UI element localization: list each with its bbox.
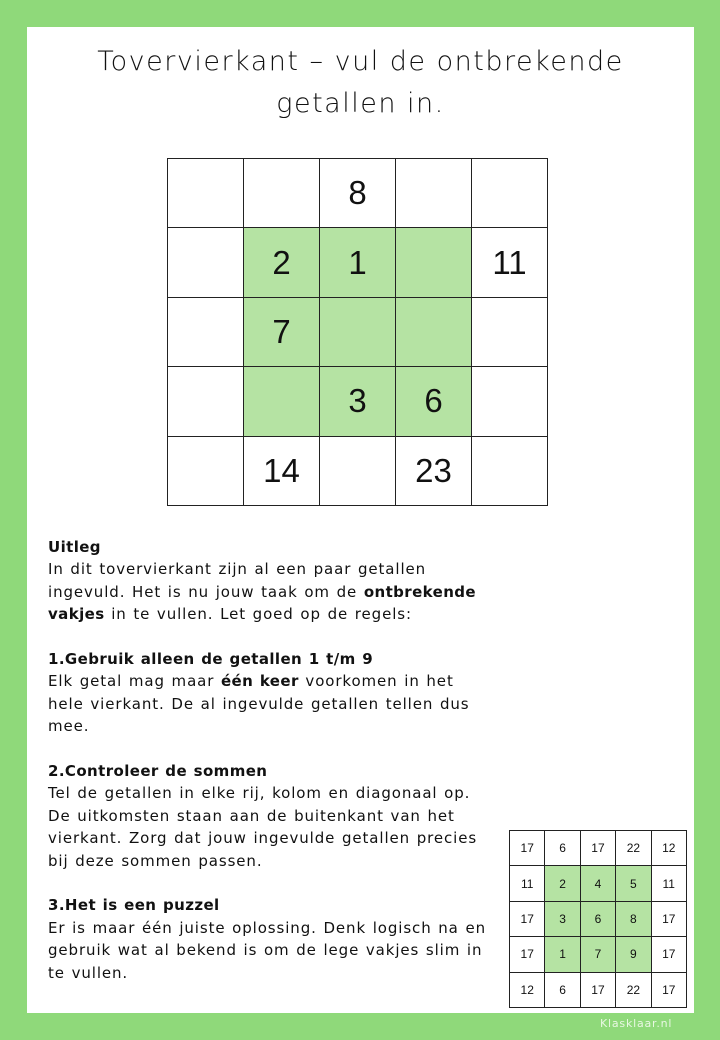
solution-cell: 3 [545,901,580,936]
rule-2-heading: 2.Controleer de sommen [48,762,268,781]
solution-cell: 8 [616,901,651,936]
solution-cell: 17 [651,937,686,972]
solution-cell: 11 [510,866,545,901]
solution-row [510,972,687,1007]
intro-text-end: in te vullen. Let goed op de regels: [104,605,412,624]
rule-1-bold-text: één keer [220,672,299,691]
solution-cell: 12 [510,972,545,1007]
solution-cell: 2 [545,866,580,901]
solution-row [510,831,687,866]
puzzle-cell [472,367,548,436]
solution-grid [509,830,687,1008]
rule-1-text-start: Elk getal mag maar [48,672,221,691]
puzzle-row [168,367,548,436]
puzzle-cell: 7 [244,297,320,366]
worksheet-page [27,27,694,1013]
solution-cell: 17 [510,901,545,936]
puzzle-cell [320,297,396,366]
solution-cell: 12 [651,831,686,866]
solution-cell: 17 [510,937,545,972]
intro-text: In dit tovervierkant zijn al een paar getallen ingevuld. Het is nu jouw taak om de [48,560,427,601]
puzzle-cell [472,297,548,366]
solution-cell: 22 [616,831,651,866]
puzzle-row [168,228,548,297]
puzzle-cell: 3 [320,367,396,436]
solution-cell: 6 [580,901,615,936]
solution-cell: 7 [580,937,615,972]
rule-3-heading: 3.Het is een puzzel [48,896,220,915]
solution-cell: 1 [545,937,580,972]
puzzle-cell [168,436,244,505]
title-line-2: getallen in. [276,88,445,119]
rule-3-text: Er is maar één juiste oplossing. Denk logisch na en gebruik wat al bekend is om de lege vakjes slim in te vullen. [48,918,486,982]
explanation-intro [48,558,493,625]
puzzle-cell [396,159,472,228]
magic-square-puzzle [167,158,548,506]
solution-row [510,866,687,901]
puzzle-cell: 2 [244,228,320,297]
title-line-1: Tovervierkant – vul de ontbrekende [97,46,624,77]
solution-cell: 17 [580,972,615,1007]
rule-2-text: Tel de getallen in elke rij, kolom en diagonaal op. De uitkomsten staan aan de buitenkant van het vierkant. Zorg dat jouw ingevulde getallen precies bij deze sommen passen. [48,784,478,870]
solution-cell: 22 [616,972,651,1007]
puzzle-cell: 14 [244,436,320,505]
solution-cell: 6 [545,972,580,1007]
puzzle-cell [244,159,320,228]
puzzle-cell: 1 [320,228,396,297]
puzzle-cell: 11 [472,228,548,297]
puzzle-cell [472,159,548,228]
puzzle-cell: 6 [396,367,472,436]
page-title [27,41,694,125]
puzzle-cell [168,159,244,228]
puzzle-cell [396,228,472,297]
solution-cell: 17 [580,831,615,866]
solution-cell: 6 [545,831,580,866]
solution-cell: 4 [580,866,615,901]
brand-watermark: Klasklaar.nl [600,1017,673,1030]
puzzle-cell [168,367,244,436]
intro-bold-text: ontbrekende vakjes [48,582,477,624]
puzzle-cell [472,436,548,505]
explanation-section [48,536,493,984]
solution-cell: 11 [651,866,686,901]
puzzle-cell [396,297,472,366]
puzzle-cell [320,436,396,505]
puzzle-cell [168,228,244,297]
rule-1-text [48,670,493,737]
solution-row [510,937,687,972]
solution-cell: 5 [616,866,651,901]
puzzle-row [168,436,548,505]
puzzle-cell [244,367,320,436]
explanation-heading: Uitleg [48,538,101,556]
solution-cell: 17 [651,901,686,936]
puzzle-row [168,297,548,366]
puzzle-row [168,159,548,228]
rule-1-text-end: voorkomen in het hele vierkant. De al ingevulde getallen tellen dus mee. [48,672,470,736]
rule-1-heading: 1.Gebruik alleen de getallen 1 t/m 9 [48,650,374,669]
solution-cell: 17 [651,972,686,1007]
puzzle-cell: 23 [396,436,472,505]
solution-cell: 17 [510,831,545,866]
solution-cell: 9 [616,937,651,972]
puzzle-cell: 8 [320,159,396,228]
solution-row [510,901,687,936]
puzzle-cell [168,297,244,366]
